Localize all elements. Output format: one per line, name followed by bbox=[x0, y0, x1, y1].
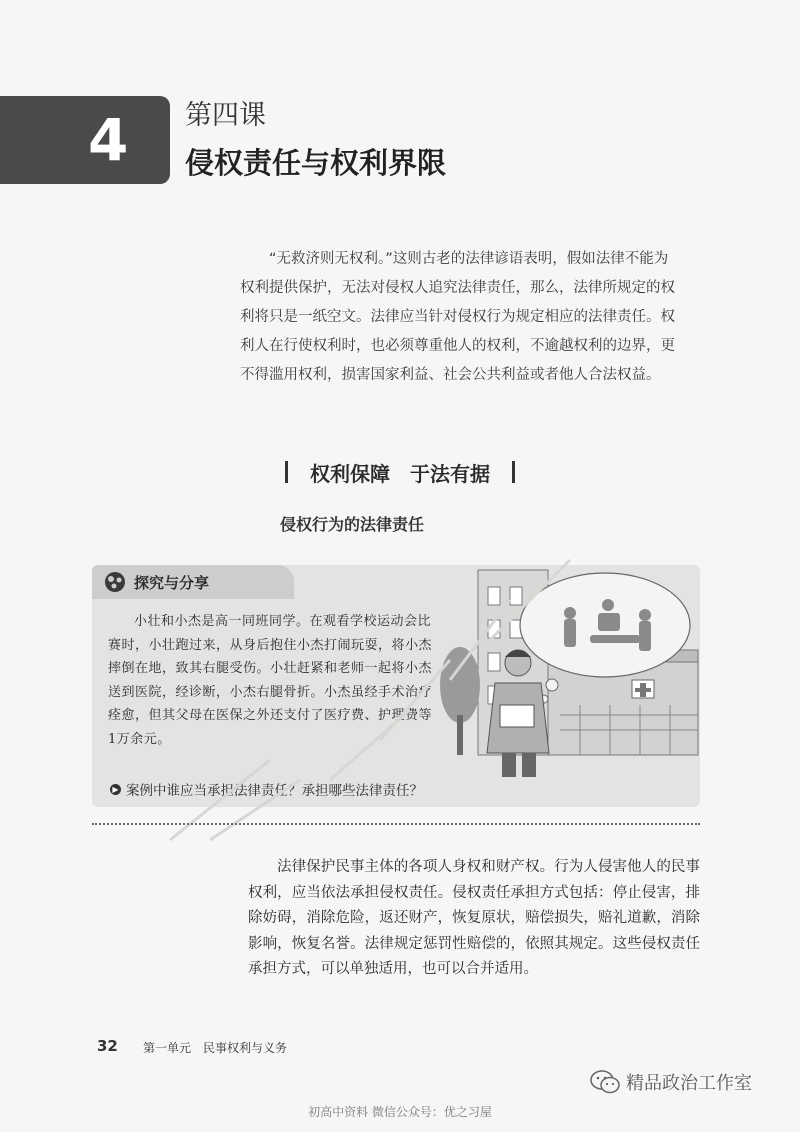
page-number: 32 bbox=[97, 1037, 118, 1055]
case-text: 小壮和小杰是高一同班同学。在观看学校运动会比赛时，小壮跑过来，从身后抱住小杰打闹玩耍，将小杰摔倒在地，致其右腿受伤。小壮赶紧和老师一起将小杰送到医院，经诊断，小杰右腿骨折。小杰虽经手术治疗痊愈，但其父母在医保之外还支付了医疗费、护理费等1万余元。 bbox=[108, 614, 433, 747]
brand-mark bbox=[590, 1069, 752, 1095]
explore-icon bbox=[104, 571, 126, 593]
brand-text: 精品政治工作室 bbox=[626, 1073, 752, 1094]
section-heading-text: 权利保障 于法有据 bbox=[310, 461, 490, 486]
explore-label: 探究与分享 bbox=[134, 573, 210, 592]
chapter-badge bbox=[0, 96, 170, 184]
heading-bar-left bbox=[285, 461, 288, 483]
subsection-title: 侵权行为的法律责任 bbox=[280, 515, 425, 534]
wechat-icon bbox=[590, 1069, 620, 1095]
dotted-separator bbox=[92, 823, 700, 825]
body-paragraph: 法律保护民事主体的各项人身权和财产权。行为人侵害他人的民事权利，应当依法承担侵权责任。侵权责任承担方式包括：停止侵害，排除妨碍，消除危险，返还财产，恢复原状，赔偿损失，赔礼道歉，消除影响，恢复名誉。法律规定惩罚性赔偿的，依照其规定。这些侵权责任承担方式，可以单独适用，也可以合并适用。 bbox=[248, 859, 700, 977]
question-bullet-icon: ▶ bbox=[110, 784, 121, 795]
heading-bar-right bbox=[512, 461, 515, 483]
bottom-caption: 初高中资料 微信公众号：优之习屋 bbox=[308, 1105, 492, 1119]
explore-tab bbox=[92, 565, 294, 599]
section-heading bbox=[255, 455, 545, 489]
lesson-label: 第四课 bbox=[185, 100, 266, 131]
question-text: 案例中谁应当承担法律责任？承担哪些法律责任？ bbox=[126, 783, 423, 799]
lesson-title: 侵权责任与权利界限 bbox=[185, 146, 447, 180]
chapter-number: 4 bbox=[88, 106, 129, 174]
hospital-illustration bbox=[440, 565, 700, 780]
unit-title: 第一单元 民事权利与义务 bbox=[143, 1041, 288, 1055]
intro-paragraph: “无救济则无权利。”这则古老的法律谚语表明，假如法律不能为权利提供保护，无法对侵权人追究法律责任，那么，法律所规定的权利将只是一纸空文。法律应当针对侵权行为规定相应的法律责任。权利人在行使权利时，也必须尊重他人的权利，不逾越权利的边界，更不得滥用权利，损害国家利益、社会公共利益或者他人合法权益。 bbox=[240, 251, 675, 383]
discussion-question bbox=[110, 779, 423, 799]
